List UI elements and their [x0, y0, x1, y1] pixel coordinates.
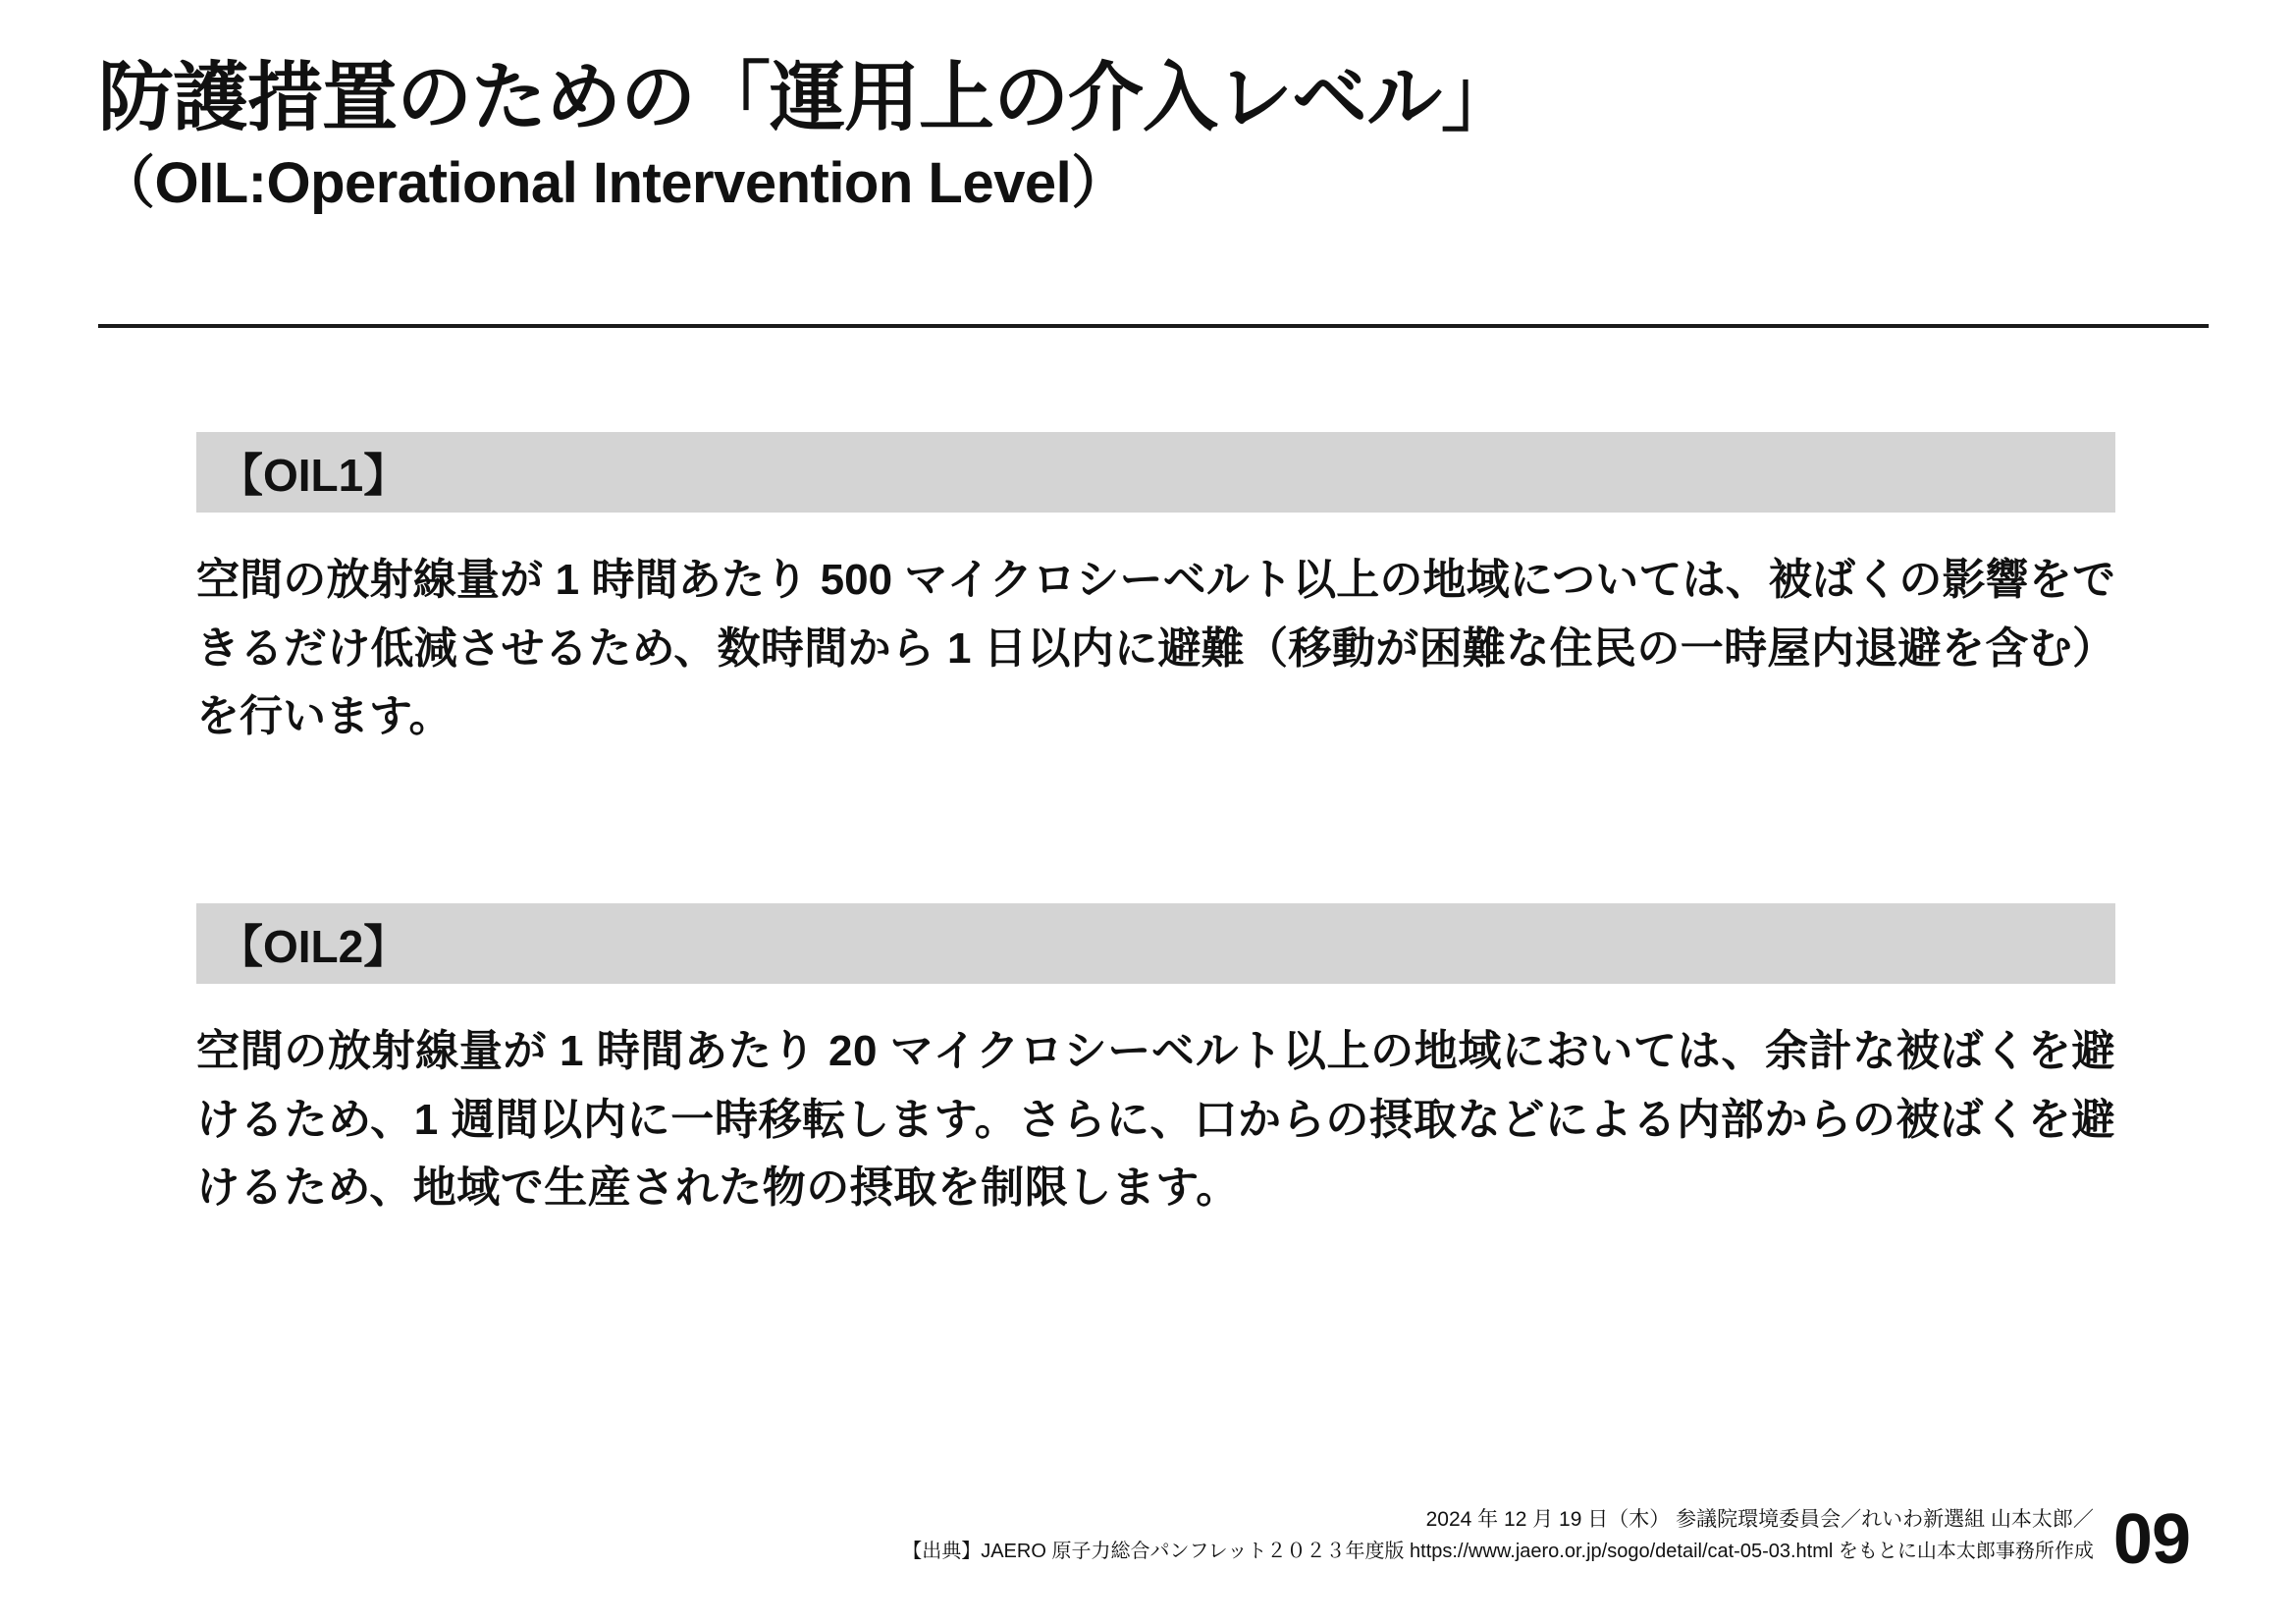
section-oil2	[196, 903, 2115, 1222]
section-oil1	[196, 432, 2115, 751]
footer-text-group	[902, 1504, 2094, 1573]
section-oil2-band	[196, 903, 2115, 984]
slide-footer	[902, 1499, 2190, 1579]
page-subtitle: （OIL:Operational Intervention Level）	[98, 150, 1128, 215]
section-oil2-label: 【OIL2】	[218, 921, 409, 972]
section-oil1-band	[196, 432, 2115, 513]
footer-source-line-1: 2024 年 12 月 19 日（木） 参議院環境委員会／れいわ新選組 山本太郎／	[1425, 1508, 2094, 1532]
page-title: 防護措置のための「運用上の介入レベル」	[98, 56, 1516, 140]
page-number: 09	[2112, 1499, 2190, 1579]
section-oil1-body: 空間の放射線量が 1 時間あたり 500 マイクロシーベルト以上の地域については、被ばくの影響をできるだけ低減させるため、数時間から 1 日以内に避難（移動が困難な住民の一時屋内退避を含む）を行います。	[196, 556, 2115, 741]
section-oil1-label: 【OIL1】	[218, 450, 409, 501]
section-oil2-body: 空間の放射線量が 1 時間あたり 20 マイクロシーベルト以上の地域においては、余計な被ばくを避けるため、1 週間以内に一時移転します。さらに、口からの摂取などによる内部からの被ばくを避けるため、地域で生産された物の摂取を制限します。	[196, 1027, 2115, 1213]
header-divider	[98, 324, 2209, 328]
footer-source-line-2: 【出典】JAERO 原子力総合パンフレット２０２３年度版 https://www.jaero.or.jp/sogo/detail/cat-05-03.html をもとに山本太郎事務所作成	[902, 1541, 2094, 1562]
slide-header	[98, 57, 2209, 219]
